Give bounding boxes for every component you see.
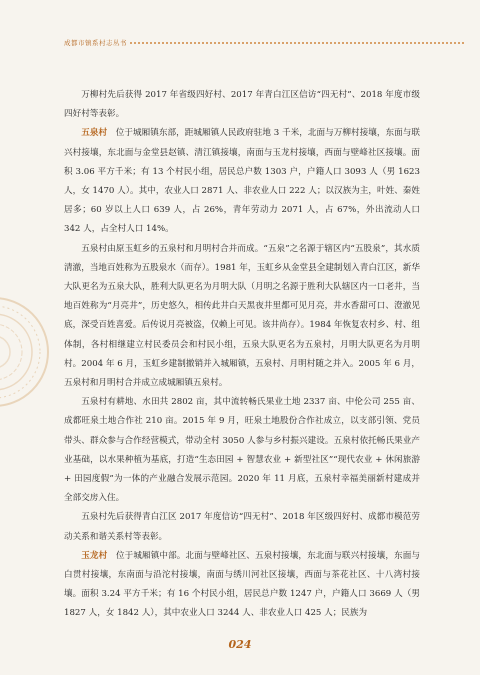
series-title: 成都市镇系村志丛书 [64, 39, 127, 47]
header-dotted-rule [130, 42, 464, 44]
paragraph-yulong-intro: 玉龙村 位于城厢镇中部。北面与壁峰社区、五泉村接壤，东北面与联兴村接壤，东面与白贯村接壤，东南面与沿沱村接壤，南面与绣川河社区接壤，西面与茶花社区、十八湾村接壤。面积 3.24 平方千米；有 16 个村民小组，居民总户数 1247 户，户籍人口 3669 人（男 1827 人，女 1842 人），其中农业人口 3244 人、非农业人口 425 人；民族为 [64, 550, 420, 619]
page-number: 024 [228, 638, 252, 651]
body-text [64, 86, 420, 624]
decorative-seal-ornament [0, 296, 50, 408]
paragraph-wanliu-honors: 万柳村先后获得 2017 年省级四好村、2017 年青白江区信访“四无村”、2018 年度市级四好村等表彰。 [64, 90, 420, 120]
village-name-wuquan: 五泉村 [81, 128, 108, 139]
paragraph-wuquan-honors: 五泉村先后获得青白江区 2017 年度信访“四无村”、2018 年区级四好村、成都市模范劳动关系和谐关系村等表彰。 [64, 512, 420, 542]
paragraph-wuquan-economy: 五泉村有耕地、水田共 2802 亩，其中流转畅氏果业土地 2337 亩、中伦公司 255 亩、成都旺泉土地合作社 210 亩。2015 年 9 月，旺泉土地股份合作社成立，以支部引领、党员带头、群众参与合作经营模式，带动全村 3050 人参与乡村振兴建设。五泉村依托畅氏果业产业基础，以水果种植为基底，打造“生态田园 + 智慧农业 + 新型社区”“现代农业 + 休闲旅游 + 田园度假”为一体的产业融合发展示范园。2020 年 11 月底，五泉村幸福美丽新村建成并全部交房入住。 [64, 397, 420, 504]
paragraph-wuquan-history: 五泉村由原玉虹乡的五泉村和月明村合并而成。“五泉”之名源于辖区内“五股泉”，其水质清澈，当地百姓称为五股泉水（而存）。1981 年，玉虹乡从金堂县全建制划入青白江区，新华大队更名为五泉大队，胜利大队更名为月明大队（月明之名源于胜利大队辖区内一口老井，当地百姓称为“月亮井”，历史悠久，相传此井白天黑夜井里都可见月亮，井水香甜可口、澄澈见底，深受百姓喜爱。后传说月亮被盗，仅赖上可见。该井尚存）。1984 年恢复农村乡、村、组体制，各村相继建立村民委员会和村民小组，五泉大队更名为五泉村，月明大队更名为月明村。2004 年 6 月，玉虹乡建制撤销并入城厢镇，五泉村、月明村随之并入。2005 年 6 月，五泉村和月明村合并成立成城厢镇五泉村。 [64, 243, 420, 389]
running-header [64, 38, 464, 50]
village-name-yulong: 玉龙村 [81, 550, 108, 561]
paragraph-wuquan-intro: 五泉村 位于城厢镇东部，距城厢镇人民政府驻地 3 千米，北面与万柳村接壤，东面与联兴村接壤，东北面与金堂县赵镇、清江镇接壤，南面与玉龙村接壤，西面与壁峰社区接壤。面积 3.06 平方千米；有 13 个村民小组，居民总户数 1303 户，户籍人口 3093 人（男 1623 人，女 1470 人）。其中，农业人口 2871 人、非农业人口 222 人；以汉族为主，叶姓、秦姓居多；60 岁以上人口 639 人，占 26%，青年劳动力 2071 人，占 67%，外出流动人口 342 人，占全村人口 14%。 [64, 128, 420, 235]
